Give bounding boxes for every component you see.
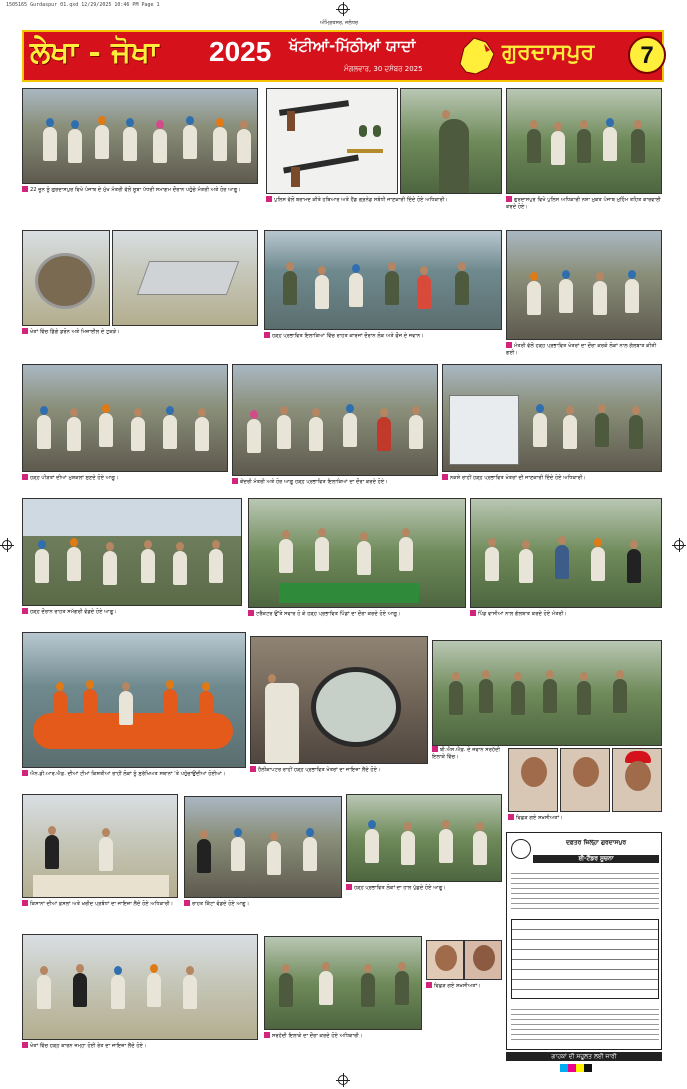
photo-missile-fragment <box>112 230 258 326</box>
photo-grain-market <box>22 794 178 898</box>
photo-caption: ਟਰੈਕਟਰ ਉੱਤੇ ਸਵਾਰ ਹੋ ਕੇ ਹੜ੍ਹ ਪ੍ਰਭਾਵਿਤ ਪਿੰਡਾਂ ਦਾ ਦੌਰਾ ਕਰਦੇ ਹੋਏ ਆਗੂ। <box>248 610 466 636</box>
photo-caption: ਪਿੰਡ ਵਾਸੀਆਂ ਨਾਲ ਗੱਲਬਾਤ ਕਰਦੇ ਹੋਏ ਮੰਤਰੀ। <box>470 610 662 636</box>
photo-police-officer <box>400 88 502 194</box>
photo-caption: ਹੜ੍ਹ ਦੌਰਾਨ ਰਾਹਤ ਸਮੱਗਰੀ ਵੰਡਦੇ ਹੋਏ ਆਗੂ। <box>22 608 242 628</box>
photo-caption: ਹੜ੍ਹ ਪ੍ਰਭਾਵਿਤ ਇਲਾਕਿਆਂ ਵਿੱਚ ਰਾਹਤ ਕਾਰਜਾਂ ਦੌਰਾਨ ਲੋਕ ਅਤੇ ਫੌਜ ਦੇ ਜਵਾਨ। <box>264 332 502 360</box>
color-bar <box>568 1064 576 1072</box>
registration-mark-icon <box>2 540 12 550</box>
district-name: ਗੁਰਦਾਸਪੁਰ <box>502 40 595 65</box>
photo-drone-debris <box>22 230 110 326</box>
notice-subheading: ਈ-ਟੈਂਡਰ ਸੂਚਨਾ <box>533 855 659 863</box>
printer-slug: 1505165 Gurdaspur 01.qxd 12/29/2025 10:46 PM Page 1 <box>6 2 160 8</box>
photo-flood-relief <box>264 230 502 330</box>
photo-map-briefing <box>442 364 662 472</box>
photo-obituary-portrait <box>612 748 662 812</box>
photo-relief-kits <box>184 796 342 898</box>
photo-flood-victims <box>22 364 228 472</box>
photo-minister-visit <box>506 230 662 340</box>
notice-table <box>511 919 659 999</box>
photo-caption: ਗੁਰਦਾਸਪੁਰ ਵਿਖੇ ਪੁਲਿਸ ਅਧਿਕਾਰੀ ਨਸ਼ਾ ਮੁਕਤ ਪੰਜਾਬ ਮੁਹਿੰਮ ਤਹਿਤ ਕਾਰਵਾਈ ਕਰਦੇ ਹੋਏ। <box>506 197 661 210</box>
masthead-title: ਲੇਖਾ - ਜੋਖਾ <box>30 35 159 70</box>
photo-bsf-jawans <box>432 640 662 746</box>
photo-border-visit <box>264 936 422 1030</box>
photo-obituary-portrait <box>508 748 558 812</box>
photo-caption: ਕਿਸਾਨਾਂ ਦੀਆਂ ਫ਼ਸਲਾਂ ਅਤੇ ਖ਼ਰੀਦ ਪ੍ਰਬੰਧਾਂ ਦਾ ਜਾਇਜ਼ਾ ਲੈਂਦੇ ਹੋਏ ਅਧਿਕਾਰੀ। <box>22 900 178 932</box>
color-bar <box>576 1064 584 1072</box>
photo-caption: ਪੁਲਿਸ ਵੱਲੋਂ ਬਰਾਮਦ ਕੀਤੇ ਹਥਿਆਰ ਅਤੇ ਹੈਂਡ ਗ੍ਰਨੇਡ ਸਬੰਧੀ ਜਾਣਕਾਰੀ ਦਿੰਦੇ ਹੋਏ ਅਧਿਕਾਰੀ। <box>266 196 502 226</box>
photo-ndrf-boat <box>22 632 246 768</box>
photo-police-raid <box>506 88 662 194</box>
photo-caption: ਹੜ੍ਹ ਪ੍ਰਭਾਵਿਤ ਲੋਕਾਂ ਦਾ ਹਾਲ ਪੁੱਛਦੇ ਹੋਏ ਆਗੂ। <box>346 884 502 934</box>
photo-caption: 22 ਜੂਨ ਨੂੰ ਗੁਰਦਾਸਪੁਰ ਵਿਖੇ ਪੰਜਾਬ ਦੇ ਮੁੱਖ ਮੰਤਰੀ ਵੱਲੋਂ ਸੂਬਾ ਪੱਧਰੀ ਸਮਾਗਮ ਦੌਰਾਨ ਪਹੁੰਚੇ ਮੰਤਰੀ ਅਤੇ ਹੋਰ ਆਗੂ। <box>22 186 258 226</box>
photo-caption: ਬੀ.ਐਸ.ਐਫ਼. ਦੇ ਜਵਾਨ ਸਰਹੱਦੀ ਇਲਾਕੇ ਵਿੱਚ। <box>432 747 501 760</box>
photo-caption: ਐਨ.ਡੀ.ਆਰ.ਐਫ਼. ਦੀਆਂ ਟੀਮਾਂ ਕਿਸ਼ਤੀਆਂ ਰਾਹੀਂ ਲੋਕਾਂ ਨੂੰ ਸੁਰੱਖਿਅਤ ਸਥਾਨਾਂ ’ਤੇ ਪਹੁੰਚਾਉਂਦੀਆਂ ਹੋਈਆਂ। <box>22 770 246 788</box>
punjab-map-icon <box>454 34 498 78</box>
photo-caption: ਵਿਛੜ ਗਏ ਸ਼ਖ਼ਸੀਅਤਾਂ। <box>426 982 502 1060</box>
photo-leader-visit <box>346 794 502 882</box>
notice-footer: ਗਾਹਕਾਂ ਦੀ ਸਹੂਲਤ ਲਈ ਜਾਰੀ <box>506 1052 662 1061</box>
notice-heading: ਦਫ਼ਤਰ ਜ਼ਿਲ੍ਹਾ ਗੁਰਦਾਸਪੁਰ <box>565 839 627 846</box>
photo-caption: ਹੈਲੀਕਾਪਟਰ ਰਾਹੀਂ ਹੜ੍ਹ ਪ੍ਰਭਾਵਿਤ ਖੇਤਰਾਂ ਦਾ ਜਾਇਜ਼ਾ ਲੈਂਦੇ ਹੋਏ। <box>250 766 428 792</box>
photo-caption: ਸਰਹੱਦੀ ਇਲਾਕੇ ਦਾ ਦੌਰਾ ਕਰਦੇ ਹੋਏ ਅਧਿਕਾਰੀ। <box>264 1032 422 1060</box>
photo-sand-fields <box>22 934 258 1040</box>
registration-mark-icon <box>674 540 684 550</box>
photo-caption: ਖੇਤਾਂ ਵਿੱਚ ਡਿੱਗੇ ਡਰੋਨ ਅਤੇ ਮਿਜ਼ਾਈਲ ਦੇ ਟੁਕੜੇ। <box>22 328 258 358</box>
photo-obituary-portrait <box>464 940 502 980</box>
registration-mark-icon <box>338 1075 348 1085</box>
page-number-badge: 7 <box>628 36 666 74</box>
tender-notice <box>506 832 662 1050</box>
government-seal-icon <box>511 839 531 859</box>
photo-caption: ਖੇਤਾਂ ਵਿੱਚ ਹੜ੍ਹ ਕਾਰਨ ਜਮ੍ਹਾ ਹੋਈ ਰੇਤ ਦਾ ਜਾਇਜ਼ਾ ਲੈਂਦੇ ਹੋਏ। <box>22 1042 258 1060</box>
color-bar <box>560 1064 568 1072</box>
masthead-subtitle: ਖੱਟੀਆਂ-ਮਿੱਠੀਆਂ ਯਾਦਾਂ <box>289 37 416 55</box>
photo-central-minister <box>232 364 438 476</box>
masthead-year: 2025 <box>209 36 272 67</box>
photo-caption: ਵਿਛੜ ਗਏ ਸ਼ਖ਼ਸੀਅਤਾਂ। <box>508 814 662 828</box>
photo-caption: ਨਕਸ਼ੇ ਰਾਹੀਂ ਹੜ੍ਹ ਪ੍ਰਭਾਵਿਤ ਖੇਤਰਾਂ ਦੀ ਜਾਣਕਾਰੀ ਦਿੰਦੇ ਹੋਏ ਅਧਿਕਾਰੀ। <box>442 474 662 496</box>
photo-caption: ਮੰਤਰੀ ਵੱਲੋਂ ਹੜ੍ਹ ਪ੍ਰਭਾਵਿਤ ਖੇਤਰਾਂ ਦਾ ਦੌਰਾ ਕਰਕੇ ਲੋਕਾਂ ਨਾਲ ਗੱਲਬਾਤ ਕੀਤੀ ਗਈ। <box>506 343 657 356</box>
photo-event-stage <box>22 88 258 184</box>
edition-tag: ਅੰਮ੍ਰਿਤਸਰ, ਜਲੰਧਰ <box>320 20 359 26</box>
photo-caption: ਕੇਂਦਰੀ ਮੰਤਰੀ ਅਤੇ ਹੋਰ ਆਗੂ ਹੜ੍ਹ ਪ੍ਰਭਾਵਿਤ ਇਲਾਕਿਆਂ ਦਾ ਦੌਰਾ ਕਰਦੇ ਹੋਏ। <box>232 478 438 496</box>
photo-obituary-portrait <box>426 940 464 980</box>
photo-obituary-portrait <box>560 748 610 812</box>
photo-helicopter-survey <box>250 636 428 764</box>
photo-relief-distribution <box>22 498 242 606</box>
masthead-banner <box>22 30 664 82</box>
photo-seized-weapons <box>266 88 398 194</box>
photo-caption: ਰਾਹਤ ਕਿੱਟਾਂ ਵੰਡਦੇ ਹੋਏ ਆਗੂ। <box>184 900 342 932</box>
photo-caption: ਹੜ੍ਹ ਪੀੜਤਾਂ ਦੀਆਂ ਮੁਸ਼ਕਲਾਂ ਸੁਣਦੇ ਹੋਏ ਆਗੂ। <box>22 474 228 496</box>
photo-village-visit <box>470 498 662 608</box>
photo-tractor-visit <box>248 498 466 608</box>
color-bar <box>584 1064 592 1072</box>
notice-body-text <box>511 869 659 913</box>
registration-mark-icon <box>338 4 348 14</box>
masthead-date: ਮੰਗਲਵਾਰ, 30 ਦਸੰਬਰ 2025 <box>344 65 423 73</box>
notice-footnote <box>511 1005 659 1041</box>
